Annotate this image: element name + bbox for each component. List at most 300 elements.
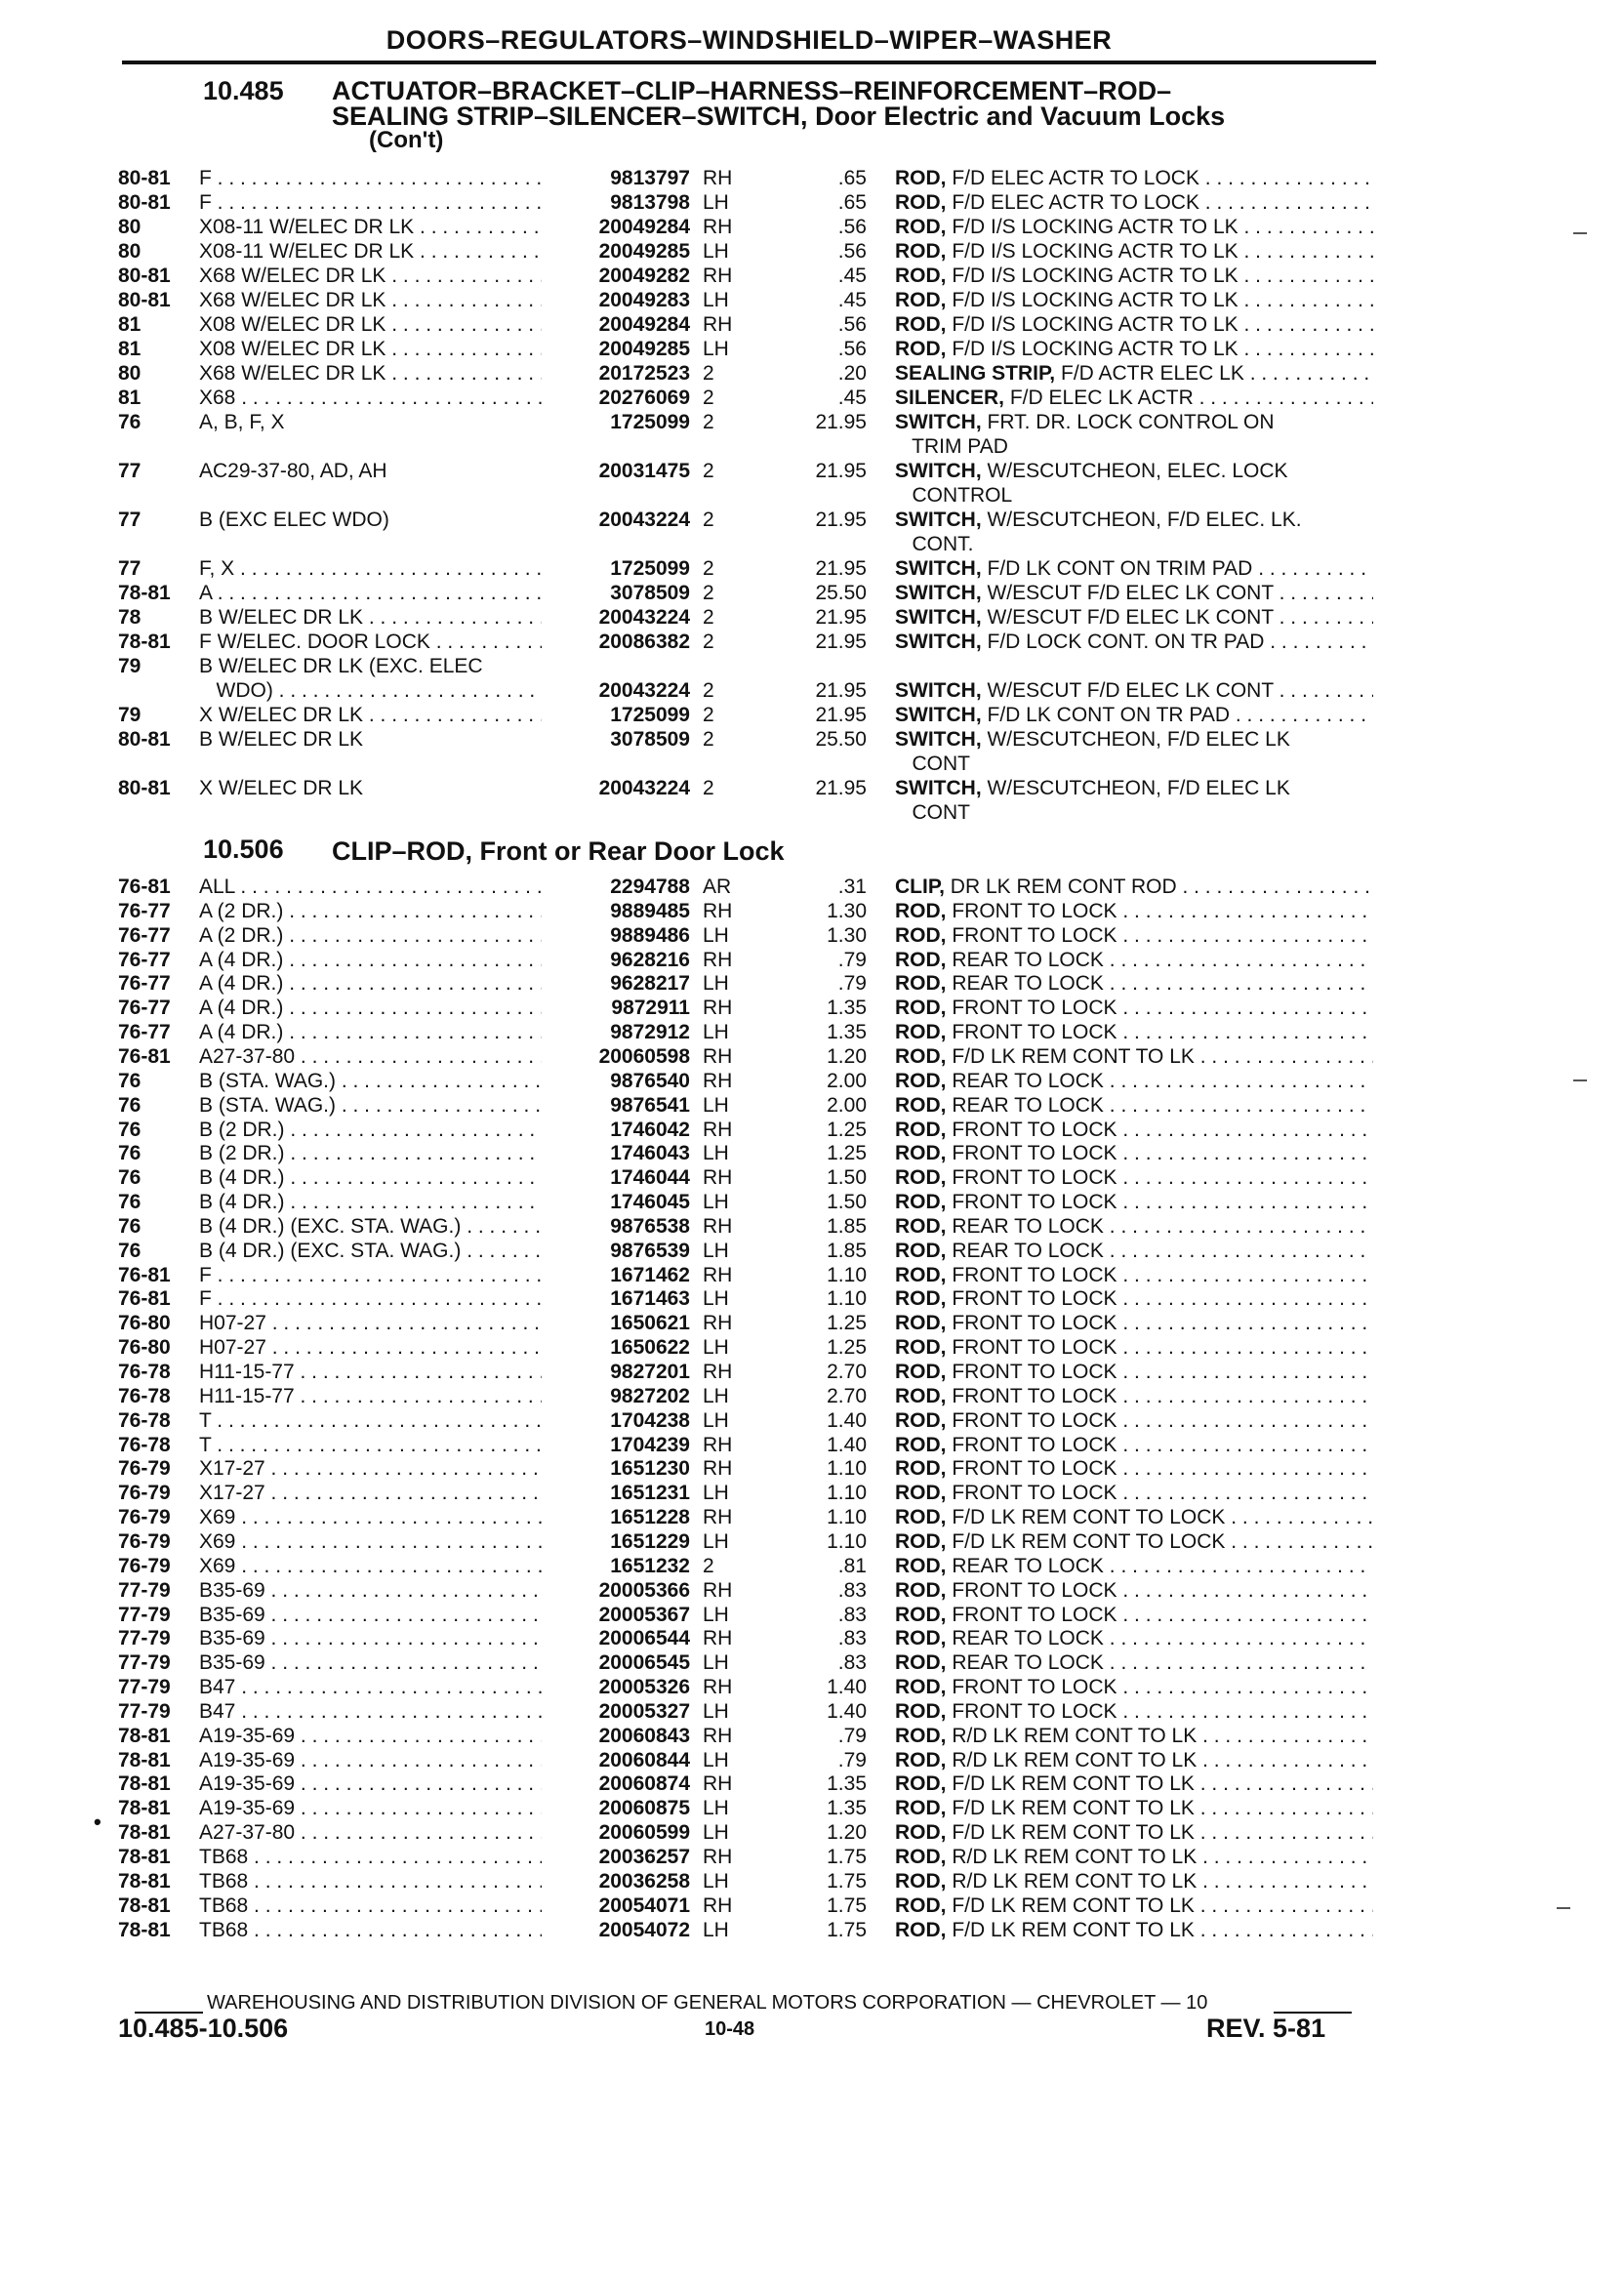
side-cell: RH	[703, 1772, 733, 1796]
year-cell: 76-77	[118, 1021, 171, 1044]
side-cell: 2	[703, 1554, 714, 1577]
description-cell	[895, 1699, 1373, 1724]
table-row	[0, 361, 1624, 386]
table-row	[0, 1505, 1624, 1529]
price-cell: 25.50	[815, 582, 867, 604]
price-cell: 1.75	[827, 1846, 867, 1868]
year-cell: 76-81	[118, 1044, 171, 1068]
description-text: F/D ELEC ACTR TO LOCK	[946, 191, 1199, 214]
side-cell: LH	[703, 1748, 729, 1771]
part-number-cell: 9876538	[542, 1214, 690, 1239]
price-cell: 1.35	[827, 997, 867, 1020]
description-cell	[895, 581, 1373, 605]
year-cell: 76	[118, 1093, 142, 1117]
description-keyword: ROD,	[895, 240, 947, 263]
description-cell	[895, 483, 1373, 508]
price-cell: .83	[837, 1627, 867, 1650]
year-cell: 76-79	[118, 1529, 171, 1553]
application-cell: A (2 DR.) . . .	[199, 899, 546, 923]
table-row	[0, 264, 1624, 288]
footer-line: WAREHOUSING AND DISTRIBUTION DIVISION OF GENERAL MOTORS CORPORATION — CHEVROLET — 10	[207, 1992, 1208, 2014]
year-cell: 80-81	[118, 191, 171, 214]
year-cell: 80	[118, 216, 142, 238]
application-cell: B35-69 . . .	[199, 1578, 546, 1603]
application-cell: T . . .	[199, 1408, 546, 1433]
side-cell: RH	[703, 1069, 733, 1092]
part-number-cell: 20043224	[542, 776, 690, 800]
part-number-cell: 1746044	[542, 1165, 690, 1190]
year-cell: 76-78	[118, 1433, 171, 1456]
price-cell: .65	[837, 191, 867, 214]
description-text: F/D ELEC ACTR TO LOCK	[946, 167, 1199, 189]
side-cell: LH	[703, 1287, 729, 1311]
year-cell: 76	[118, 1069, 142, 1092]
side-cell: RH	[703, 1433, 733, 1456]
year-cell: 76-78	[118, 1384, 171, 1407]
description-cell	[895, 410, 1373, 434]
description-keyword: ROD,	[895, 1893, 947, 1917]
description-keyword: ROD,	[895, 1384, 947, 1407]
year-cell: 77	[118, 460, 142, 482]
description-cell	[895, 678, 1373, 703]
side-cell: 2	[703, 362, 714, 385]
table-row	[0, 1408, 1624, 1433]
part-number-cell: 9876541	[542, 1093, 690, 1118]
description-cell	[895, 1650, 1373, 1675]
description-cell	[895, 800, 1373, 825]
description-text: W/ESCUT F/D ELEC LK CONT	[981, 606, 1274, 629]
table-row	[0, 1796, 1624, 1820]
part-number-cell: 20043224	[542, 678, 690, 703]
description-text: FRONT TO LOCK	[946, 1699, 1117, 1723]
description-keyword: ROD,	[895, 1044, 947, 1068]
table-row	[0, 1456, 1624, 1481]
description-cell	[895, 1675, 1373, 1699]
price-cell: 21.95	[815, 557, 867, 580]
part-number-cell: 9628216	[542, 948, 690, 972]
description-text: FRONT TO LOCK	[946, 1312, 1117, 1335]
margin-mark	[1557, 1907, 1570, 1909]
application-cell: B47 . . .	[199, 1675, 546, 1699]
description-keyword: ROD,	[895, 899, 947, 922]
footer-page: 10-48	[705, 2018, 755, 2040]
description-cell	[895, 899, 1373, 923]
description-text: F/D LK REM CONT TO LK	[946, 1772, 1195, 1796]
description-text: F/D LK REM CONT TO LK	[946, 1918, 1195, 1941]
application-cell: B35-69 . . .	[199, 1650, 546, 1675]
description-keyword: ROD,	[895, 1529, 947, 1553]
application-cell: F W/ELEC. DOOR LOCK . . .	[199, 630, 546, 654]
description-keyword: ROD,	[895, 1118, 947, 1141]
table-row	[0, 1748, 1624, 1772]
application-cell: F . . .	[199, 1286, 546, 1311]
description-cell	[895, 1214, 1373, 1239]
price-cell: .83	[837, 1651, 867, 1675]
table-row	[0, 434, 1624, 459]
price-cell: 1.25	[827, 1118, 867, 1141]
price-cell: .79	[837, 1724, 867, 1747]
price-cell: 1.30	[827, 899, 867, 922]
part-number-cell: 20054071	[542, 1893, 690, 1918]
table-row	[0, 1141, 1624, 1165]
table-row	[0, 1118, 1624, 1142]
description-keyword: ROD,	[895, 313, 947, 336]
side-cell: LH	[703, 1699, 729, 1723]
price-cell: 1.10	[827, 1457, 867, 1481]
side-cell: LH	[703, 1918, 729, 1941]
description-keyword: SWITCH,	[895, 582, 982, 604]
description-cell	[895, 337, 1373, 361]
price-cell: 1.40	[827, 1408, 867, 1432]
description-keyword: SWITCH,	[895, 704, 982, 726]
description-keyword: ROD,	[895, 1603, 947, 1626]
table-row	[0, 1311, 1624, 1335]
description-keyword: ROD,	[895, 1433, 947, 1456]
table-row	[0, 166, 1624, 190]
side-cell: 2	[703, 582, 714, 604]
application-cell: X69 . . .	[199, 1554, 546, 1578]
description-keyword: ROD,	[895, 997, 947, 1020]
year-cell: 76	[118, 1214, 142, 1238]
description-keyword: ROD,	[895, 1191, 947, 1214]
side-cell: LH	[703, 289, 729, 311]
application-cell: X68 W/ELEC DR LK . . .	[199, 264, 546, 288]
side-cell: 2	[703, 557, 714, 580]
description-text: REAR TO LOCK	[946, 1093, 1104, 1117]
price-cell: 1.75	[827, 1893, 867, 1917]
application-cell: H07-27 . . .	[199, 1335, 546, 1360]
section-title-line1: ACTUATOR–BRACKET–CLIP–HARNESS–REINFORCEMENT–ROD–	[332, 76, 1172, 105]
table-row	[0, 312, 1624, 337]
year-cell: 80-81	[118, 728, 171, 751]
application-cell: F . . .	[199, 1263, 546, 1287]
side-cell: LH	[703, 972, 729, 996]
price-cell: .79	[837, 948, 867, 971]
description-cell	[895, 312, 1373, 337]
description-cell	[895, 776, 1373, 800]
description-keyword: ROD,	[895, 1651, 947, 1675]
description-keyword: ROD,	[895, 1021, 947, 1044]
table-row	[0, 1529, 1624, 1554]
table-row	[0, 923, 1624, 948]
description-keyword: ROD,	[895, 1772, 947, 1796]
description-cell	[895, 1335, 1373, 1360]
description-keyword: ROD,	[895, 216, 947, 238]
description-text: FRONT TO LOCK	[946, 1021, 1117, 1044]
side-cell: LH	[703, 338, 729, 360]
application-cell: X08-11 W/ELEC DR LK . . .	[199, 239, 546, 264]
price-cell: 1.40	[827, 1433, 867, 1456]
description-keyword: SWITCH,	[895, 679, 982, 702]
table-row	[0, 1603, 1624, 1627]
year-cell: 78-81	[118, 631, 171, 653]
description-cell	[895, 1796, 1373, 1820]
table-row	[0, 703, 1624, 727]
part-number-cell: 1651232	[542, 1554, 690, 1578]
part-number-cell: 20043224	[542, 605, 690, 630]
table-row	[0, 678, 1624, 703]
side-cell: RH	[703, 1846, 733, 1868]
footer-range: 10.485-10.506	[118, 2014, 289, 2043]
description-text: FRONT TO LOCK	[946, 1433, 1117, 1456]
description-text: F/D I/S LOCKING ACTR TO LK	[946, 240, 1238, 263]
table-row	[0, 459, 1624, 483]
table-row	[0, 1675, 1624, 1699]
description-cell	[895, 1845, 1373, 1869]
year-cell: 78-81	[118, 1846, 171, 1868]
description-keyword: ROD,	[895, 1287, 947, 1311]
description-keyword: ROD,	[895, 1506, 947, 1529]
description-keyword: SWITCH,	[895, 631, 982, 653]
description-keyword: ROD,	[895, 1336, 947, 1360]
part-number-cell: 20049284	[542, 312, 690, 337]
description-cell	[895, 630, 1373, 654]
side-cell: 2	[703, 679, 714, 702]
side-cell: RH	[703, 899, 733, 922]
part-number-cell: 9872912	[542, 1020, 690, 1044]
bullet-mark: •	[94, 1810, 102, 1834]
description-text: REAR TO LOCK	[946, 1069, 1104, 1092]
table-row	[0, 190, 1624, 215]
price-cell: 1.40	[827, 1699, 867, 1723]
description-keyword: ROD,	[895, 1724, 947, 1747]
part-number-cell: 9827202	[542, 1384, 690, 1408]
description-text: F/D LK REM CONT TO LOCK	[946, 1506, 1226, 1529]
table-row	[0, 1481, 1624, 1505]
price-cell: 21.95	[815, 509, 867, 531]
side-cell: RH	[703, 1724, 733, 1747]
year-cell: 76	[118, 1166, 142, 1190]
description-cell	[895, 1311, 1373, 1335]
description-text: F/D LK REM CONT TO LOCK	[946, 1529, 1226, 1553]
price-cell: 1.50	[827, 1191, 867, 1214]
description-keyword: CLIP,	[895, 875, 945, 898]
table-row	[0, 1626, 1624, 1650]
description-keyword: ROD,	[895, 338, 947, 360]
price-cell: 1.25	[827, 1312, 867, 1335]
part-number-cell: 1651229	[542, 1529, 690, 1554]
table-row	[0, 508, 1624, 532]
year-cell: 77-79	[118, 1651, 171, 1675]
year-cell: 77-79	[118, 1676, 171, 1699]
year-cell: 76	[118, 1118, 142, 1141]
description-cell	[895, 727, 1373, 752]
part-number-cell: 20086382	[542, 630, 690, 654]
application-cell: A . . .	[199, 581, 546, 605]
price-cell: .56	[837, 313, 867, 336]
application-cell: X68 . . .	[199, 386, 546, 410]
side-cell: RH	[703, 1893, 733, 1917]
part-number-cell: 9813798	[542, 190, 690, 215]
description-text: DR LK REM CONT ROD	[944, 875, 1177, 898]
price-cell: .45	[837, 265, 867, 287]
description-keyword: ROD,	[895, 1797, 947, 1820]
year-cell: 78-81	[118, 1918, 171, 1941]
part-number-cell: 20049285	[542, 239, 690, 264]
table-row	[0, 1554, 1624, 1578]
part-number-cell: 9876540	[542, 1069, 690, 1093]
application-cell: X68 W/ELEC DR LK . . .	[199, 361, 546, 386]
side-cell: 2	[703, 704, 714, 726]
description-cell	[895, 1044, 1373, 1069]
table-row	[0, 386, 1624, 410]
side-cell: 2	[703, 777, 714, 799]
description-cell	[895, 1239, 1373, 1263]
table-row	[0, 1869, 1624, 1893]
application-cell: A19-35-69 . . .	[199, 1796, 546, 1820]
description-keyword: ROD,	[895, 289, 947, 311]
table-row	[0, 483, 1624, 508]
part-number-cell: 20060599	[542, 1820, 690, 1845]
year-cell: 80	[118, 240, 142, 263]
description-cell	[895, 1771, 1373, 1796]
side-cell: LH	[703, 1529, 729, 1553]
part-number-cell: 20060874	[542, 1771, 690, 1796]
application-cell: X69 . . .	[199, 1505, 546, 1529]
year-cell: 76-80	[118, 1312, 171, 1335]
description-cell	[895, 1578, 1373, 1603]
application-cell: AC29-37-80, AD, AH	[199, 460, 387, 482]
part-number-cell: 20060875	[542, 1796, 690, 1820]
section-number: 10.485	[203, 76, 284, 105]
table-row	[0, 1650, 1624, 1675]
price-cell: 1.25	[827, 1336, 867, 1360]
price-cell: 21.95	[815, 411, 867, 433]
application-cell: TB68 . . .	[199, 1893, 546, 1918]
part-number-cell: 2294788	[542, 875, 690, 899]
year-cell: 78-81	[118, 1748, 171, 1771]
price-cell: 1.10	[827, 1529, 867, 1553]
application-cell: B (4 DR.) . . .	[199, 1165, 546, 1190]
description-cell	[895, 875, 1373, 899]
part-number-cell: 20036257	[542, 1845, 690, 1869]
side-cell: RH	[703, 1676, 733, 1699]
margin-mark	[1573, 1079, 1587, 1081]
application-cell: H11-15-77 . . .	[199, 1360, 546, 1384]
part-number-cell: 20031475	[542, 459, 690, 483]
price-cell: 21.95	[815, 704, 867, 726]
price-cell: 2.70	[827, 1361, 867, 1383]
part-number-cell: 20049282	[542, 264, 690, 288]
application-cell: A19-35-69 . . .	[199, 1724, 546, 1748]
description-text: F/D I/S LOCKING ACTR TO LK	[946, 216, 1238, 238]
part-number-cell: 1650622	[542, 1335, 690, 1360]
description-text: FRONT TO LOCK	[946, 1191, 1117, 1214]
description-cell	[895, 1918, 1373, 1942]
description-cell	[895, 1165, 1373, 1190]
application-cell: B W/ELEC DR LK . . .	[199, 605, 546, 630]
application-cell: B W/ELEC DR LK	[199, 728, 364, 751]
application-cell: X68 W/ELEC DR LK . . .	[199, 288, 546, 312]
description-text: F/D LK REM CONT TO LK	[946, 1821, 1195, 1845]
year-cell: 76-77	[118, 997, 171, 1020]
side-cell: LH	[703, 1384, 729, 1407]
price-cell: .56	[837, 338, 867, 360]
part-number-cell: 1671463	[542, 1286, 690, 1311]
part-number-cell: 20049285	[542, 337, 690, 361]
description-keyword: SWITCH,	[895, 460, 982, 482]
section-number-2: 10.506	[203, 835, 284, 864]
year-cell: 76	[118, 1191, 142, 1214]
year-cell: 76	[118, 1142, 142, 1165]
side-cell: LH	[703, 1821, 729, 1845]
description-text: REAR TO LOCK	[946, 972, 1104, 996]
year-cell: 78-81	[118, 1772, 171, 1796]
description-text: FRONT TO LOCK	[946, 1142, 1117, 1165]
description-cell	[895, 532, 1373, 556]
table-row	[0, 1335, 1624, 1360]
table-row	[0, 1165, 1624, 1190]
year-cell: 76-80	[118, 1336, 171, 1360]
year-cell: 76-81	[118, 1263, 171, 1286]
price-cell: .83	[837, 1578, 867, 1602]
description-keyword: ROD,	[895, 923, 947, 947]
description-cell	[895, 1748, 1373, 1772]
side-cell: LH	[703, 1482, 729, 1505]
description-text: F/D LOCK CONT. ON TR PAD	[981, 631, 1265, 653]
side-cell: RH	[703, 216, 733, 238]
application-cell: ALL . . .	[199, 875, 546, 899]
description-cell	[895, 1384, 1373, 1408]
description-cell	[895, 703, 1373, 727]
description-keyword: SWITCH,	[895, 411, 982, 433]
application-cell: A (4 DR.) . . .	[199, 971, 546, 996]
table-row	[0, 948, 1624, 972]
year-cell: 76-77	[118, 923, 171, 947]
part-number-cell: 1746045	[542, 1190, 690, 1214]
application-cell: B (EXC ELEC WDO)	[199, 509, 389, 531]
description-keyword: SWITCH,	[895, 728, 982, 751]
application-cell: B (2 DR.) . . .	[199, 1118, 546, 1142]
application-cell: X08 W/ELEC DR LK . . .	[199, 337, 546, 361]
table-row	[0, 630, 1624, 654]
description-cell	[895, 1893, 1373, 1918]
part-number-cell: 1650621	[542, 1311, 690, 1335]
part-number-cell: 1671462	[542, 1263, 690, 1287]
description-cell	[895, 1554, 1373, 1578]
description-cell	[895, 971, 1373, 996]
table-row	[0, 800, 1624, 825]
price-cell: 1.75	[827, 1869, 867, 1893]
price-cell: 1.20	[827, 1821, 867, 1845]
table-row	[0, 1214, 1624, 1239]
part-number-cell: 20049284	[542, 215, 690, 239]
description-text: TRIM PAD	[895, 435, 1008, 458]
table-row	[0, 875, 1624, 899]
description-cell	[895, 752, 1373, 776]
section-title-bold: SEALING STRIP–SILENCER–SWITCH,	[332, 102, 808, 131]
year-cell: 77-79	[118, 1578, 171, 1602]
application-cell: A, B, F, X	[199, 411, 285, 433]
description-keyword: ROD,	[895, 1918, 947, 1941]
price-cell: 1.10	[827, 1263, 867, 1286]
side-cell: RH	[703, 1214, 733, 1238]
price-cell: 1.35	[827, 1772, 867, 1796]
part-number-cell: 20005327	[542, 1699, 690, 1724]
description-text: REAR TO LOCK	[946, 1239, 1104, 1262]
description-cell	[895, 386, 1373, 410]
description-cell	[895, 1286, 1373, 1311]
description-keyword: ROD,	[895, 948, 947, 971]
table-row	[0, 1239, 1624, 1263]
margin-mark	[1573, 232, 1587, 234]
description-text: FRONT TO LOCK	[946, 1118, 1117, 1141]
application-cell: X17-27 . . .	[199, 1456, 546, 1481]
part-number-cell: 20054072	[542, 1918, 690, 1942]
price-cell: .81	[837, 1554, 867, 1577]
side-cell: RH	[703, 1263, 733, 1286]
application-cell: X W/ELEC DR LK . . .	[199, 703, 546, 727]
